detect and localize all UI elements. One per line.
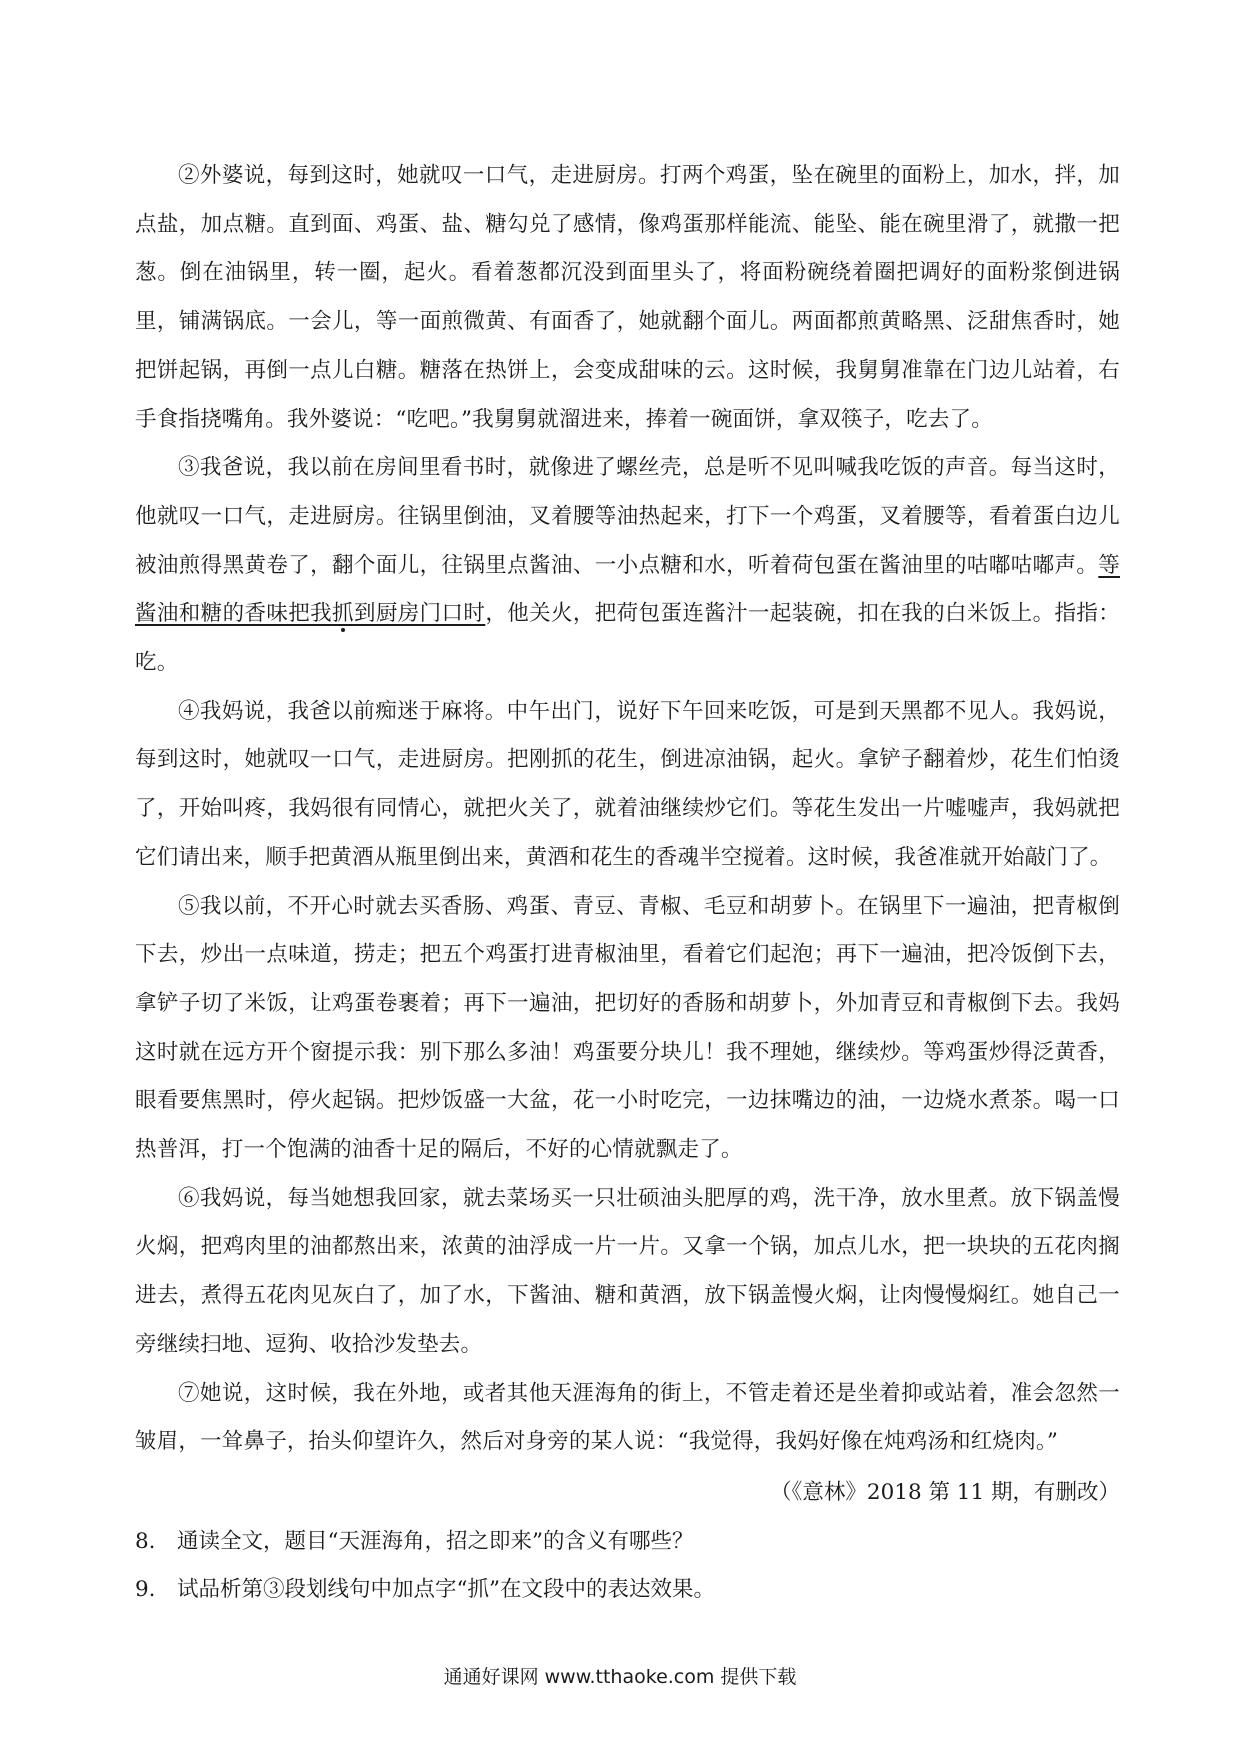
underlined-part-a: 等酱油和糖的香味把我	[135, 552, 1120, 627]
question-number: 8.	[135, 1528, 156, 1554]
paragraph-3-text-after: ，他关火，把荷包蛋连酱汁一起装碗，扣在我的白米饭上。指指：吃。	[135, 601, 1121, 676]
question-number: 9.	[135, 1577, 156, 1603]
paragraph-6: ⑥我妈说，每当她想我回家，就去菜场买一只壮硕油头肥厚的鸡，洗干净，放水里煮。放下锅盖慢火焖，把鸡肉里的油都熬出来，浓黄的油浮成一片一片。又拿一个锅，加点儿水，把一块块的五花肉搁进去，煮得五花肉见灰白了，加了水，下酱油、糖和黄酒，放下锅盖慢火焖，让肉慢慢焖红。她自己一旁继续扫地、逗狗、收拾沙发垫去。	[135, 1185, 1120, 1357]
paragraph-2: ②外婆说，每到这时，她就叹一口气，走进厨房。打两个鸡蛋，坠在碗里的面粉上，加水，拌，加点盐，加点糖。直到面、鸡蛋、盐、糖勾兑了感情，像鸡蛋那样能流、能坠、能在碗里滑了，就撒一把葱。倒在油锅里，转一圈，起火。看着葱都沉没到面里头了，将面粉碗绕着圈把调好的面粉浆倒进锅里，铺满锅底。一会儿，等一面煎微黄、有面香了，她就翻个面儿。两面都煎黄略黑、泛甜焦香时，她把饼起锅，再倒一点儿白糖。糖落在热饼上，会变成甜味的云。这时候，我舅舅准靠在门边儿站着，右手食指挠嘴角。我外婆说：“吃吧。”我舅舅就溜进来，捧着一碗面饼，拿双筷子，吃去了。	[135, 163, 1120, 432]
question-8	[135, 1518, 1120, 1567]
paragraph-3-text-before: ③我爸说，我以前在房间里看书时，就像进了螺丝壳，总是听不见叫喊我吃饭的声音。每当这时，他就叹一口气，走进厨房。往锅里倒油，叉着腰等油热起来，打下一个鸡蛋，叉着腰等，看着蛋白边儿被油煎得黑黄卷了，翻个面儿，往锅里点酱油、一小点糖和水，听着荷包蛋在酱油里的咕嘟咕嘟声。	[135, 455, 1120, 578]
question-text: 试品析第③段划线句中加点字“抓”在文段中的表达效果。	[177, 1577, 715, 1603]
article-body	[135, 152, 1120, 1615]
underlined-part-b: 到厨房门口时	[353, 601, 486, 627]
source-citation: （《意林》2018 第 11 期，有删改）	[770, 1479, 1120, 1505]
paragraph-4: ④我妈说，我爸以前痴迷于麻将。中午出门，说好下午回来吃饭，可是到天黑都不见人。我妈说，每到这时，她就叹一口气，走进厨房。把刚抓的花生，倒进凉油锅，起火。拿铲子翻着炒，花生们怕烫了，开始叫疼，我妈很有同情心，就把火关了，就着油继续炒它们。等花生发出一片嘘嘘声，我妈就把它们请出来，顺手把黄酒从瓶里倒出来，黄酒和花生的香魂半空搅着。这时候，我爸准就开始敲门了。	[135, 698, 1120, 870]
footer-credit: 通通好课网 www.tthaoke.com 提供下载	[443, 1666, 797, 1688]
paragraph-3	[135, 444, 1120, 688]
paragraph-7: ⑦她说，这时候，我在外地，或者其他天涯海角的街上，不管走着还是坐着抑或站着，准会忽然一皱眉，一耸鼻子，抬头仰望许久，然后对身旁的某人说：“我觉得，我妈好像在炖鸡汤和红烧肉。”	[135, 1380, 1120, 1455]
question-text: 通读全文，题目“天涯海角，招之即来”的含义有哪些？	[177, 1528, 694, 1554]
paragraph-5: ⑤我以前，不开心时就去买香肠、鸡蛋、青豆、青椒、毛豆和胡萝卜。在锅里下一遍油，把青椒倒下去，炒出一点味道，捞走；把五个鸡蛋打进青椒油里，看着它们起泡；再下一遍油，把冷饭倒下去，拿铲子切了米饭，让鸡蛋卷裹着；再下一遍油，把切好的香肠和胡萝卜，外加青豆和青椒倒下去。我妈这时就在远方开个窗提示我：别下那么多油！鸡蛋要分块儿！我不理她，继续炒。等鸡蛋炒得泛黄香，眼看要焦黑时，停火起锅。把炒饭盛一大盆，花一小时吃完，一边抹嘴边的油，一边烧水煮茶。喝一口热普洱，打一个饱满的油香十足的隔后，不好的心情就飘走了。	[135, 893, 1120, 1163]
emphasized-character: 抓	[332, 601, 354, 627]
question-9	[135, 1566, 1120, 1615]
